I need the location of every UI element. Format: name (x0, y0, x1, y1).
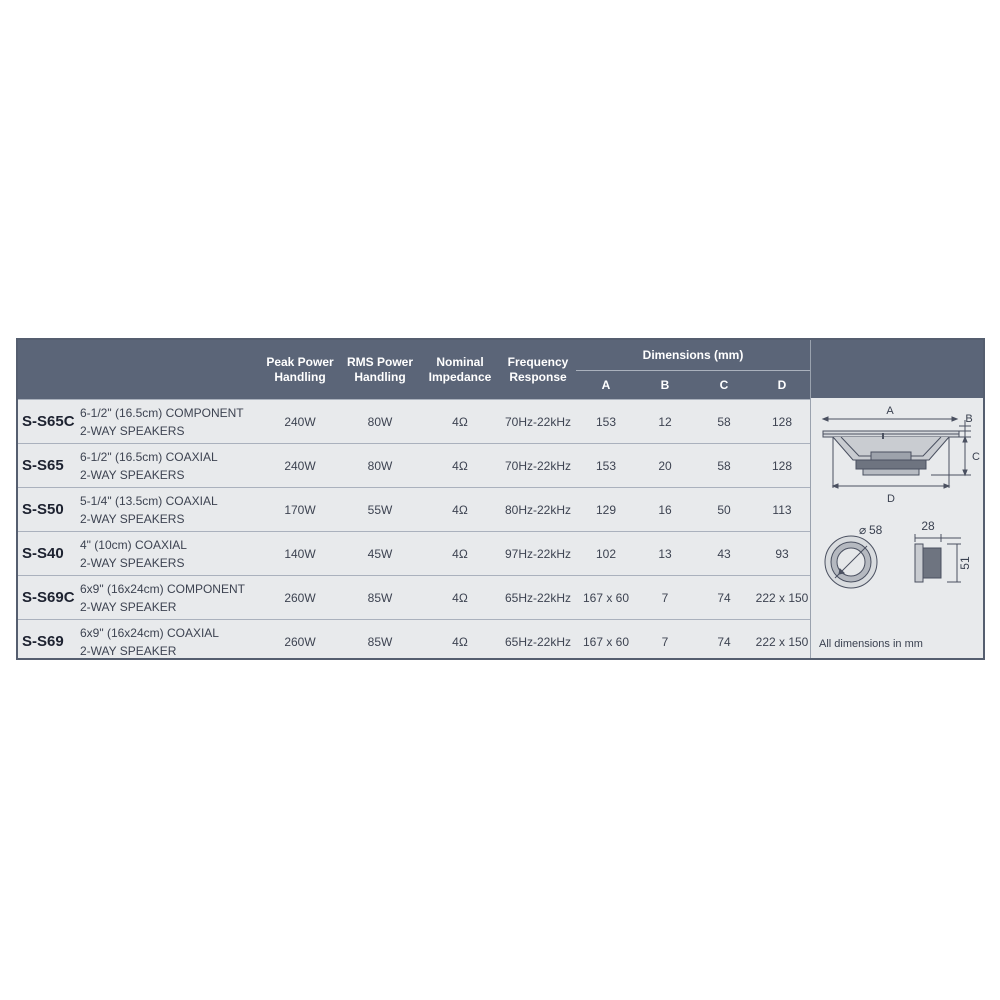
dim-b-cell: 7 (636, 576, 694, 620)
header-dim-a: A (576, 371, 636, 400)
woofer-profile-drawing (811, 402, 984, 512)
peak-power-cell: 260W (260, 576, 340, 620)
dim-a-cell: 167 x 60 (576, 620, 636, 664)
description-line-2: 2-WAY SPEAKERS (80, 467, 185, 482)
dim-d-cell: 128 (754, 444, 810, 488)
dim-d-cell: 128 (754, 400, 810, 444)
description-cell (80, 532, 260, 576)
peak-power-cell: 140W (260, 532, 340, 576)
dim-b-cell: 13 (636, 532, 694, 576)
impedance-cell: 4Ω (420, 488, 500, 532)
header-frequency: Frequency Response (500, 340, 576, 400)
dim-label-c: C (972, 451, 980, 463)
table-row (18, 620, 810, 664)
rms-power-cell: 80W (340, 400, 420, 444)
frequency-cell: 65Hz-22kHz (500, 576, 576, 620)
table-row (18, 532, 810, 576)
description-line-1: 6-1/2" (16.5cm) COMPONENT (80, 405, 244, 420)
description-line-2: 2-WAY SPEAKER (80, 599, 177, 614)
peak-power-cell: 240W (260, 444, 340, 488)
tweeter-drawing (811, 516, 984, 596)
rms-power-cell: 55W (340, 488, 420, 532)
model-cell: S-S65 (18, 444, 80, 488)
model-cell: S-S50 (18, 488, 80, 532)
tweeter-height-label: 51 (958, 556, 972, 570)
dim-a-cell: 153 (576, 444, 636, 488)
description-cell (80, 400, 260, 444)
table-row (18, 444, 810, 488)
peak-power-cell: 240W (260, 400, 340, 444)
model-cell: S-S40 (18, 532, 80, 576)
description-line-1: 6x9" (16x24cm) COAXIAL (80, 625, 219, 640)
table-row (18, 400, 810, 444)
dimensions-note: All dimensions in mm (819, 638, 923, 650)
header-dimensions: Dimensions (mm) (576, 340, 810, 371)
dim-label-b: B (965, 413, 973, 425)
impedance-cell: 4Ω (420, 620, 500, 664)
rms-power-cell: 85W (340, 576, 420, 620)
header-impedance: Nominal Impedance (420, 340, 500, 400)
header-rms: RMS Power Handling (340, 340, 420, 400)
model-cell: S-S69 (18, 620, 80, 664)
description-line-1: 6x9" (16x24cm) COMPONENT (80, 581, 245, 596)
rms-power-cell: 85W (340, 620, 420, 664)
description-cell (80, 620, 260, 664)
impedance-cell: 4Ω (420, 576, 500, 620)
description-line-2: 2-WAY SPEAKERS (80, 423, 185, 438)
dim-c-cell: 43 (694, 532, 754, 576)
description-line-1: 6-1/2" (16.5cm) COAXIAL (80, 449, 218, 464)
tweeter-depth-label: 28 (921, 519, 935, 533)
header-peak: Peak Power Handling (260, 340, 340, 400)
model-cell: S-S65C (18, 400, 80, 444)
description-line-2: 2-WAY SPEAKER (80, 643, 177, 658)
dim-a-cell: 102 (576, 532, 636, 576)
header-dim-b: B (636, 371, 694, 400)
dim-d-cell: 113 (754, 488, 810, 532)
dim-b-cell: 20 (636, 444, 694, 488)
dimension-diagram-panel (810, 340, 983, 658)
description-line-1: 5-1/4" (13.5cm) COAXIAL (80, 493, 218, 508)
description-line-1: 4" (10cm) COAXIAL (80, 537, 187, 552)
frequency-cell: 80Hz-22kHz (500, 488, 576, 532)
frequency-cell: 65Hz-22kHz (500, 620, 576, 664)
peak-power-cell: 260W (260, 620, 340, 664)
dim-c-cell: 74 (694, 576, 754, 620)
frequency-cell: 70Hz-22kHz (500, 444, 576, 488)
dim-a-cell: 167 x 60 (576, 576, 636, 620)
tweeter-diameter-label: 58 (869, 523, 883, 537)
dim-d-cell: 93 (754, 532, 810, 576)
description-cell (80, 444, 260, 488)
dim-b-cell: 7 (636, 620, 694, 664)
frequency-cell: 97Hz-22kHz (500, 532, 576, 576)
dim-label-a: A (886, 405, 894, 417)
dim-c-cell: 50 (694, 488, 754, 532)
tweeter-diameter-symbol: ⌀ (859, 523, 867, 537)
rms-power-cell: 80W (340, 444, 420, 488)
dim-c-cell: 58 (694, 400, 754, 444)
table-row (18, 488, 810, 532)
diagram-header-band (811, 340, 983, 398)
dim-d-cell: 222 x 150 (754, 576, 810, 620)
rms-power-cell: 45W (340, 532, 420, 576)
dim-a-cell: 153 (576, 400, 636, 444)
impedance-cell: 4Ω (420, 400, 500, 444)
dim-b-cell: 16 (636, 488, 694, 532)
header-blank (18, 340, 260, 400)
dim-label-d: D (887, 493, 895, 505)
dim-b-cell: 12 (636, 400, 694, 444)
description-cell (80, 488, 260, 532)
dim-c-cell: 74 (694, 620, 754, 664)
header-dim-d: D (754, 371, 810, 400)
peak-power-cell: 170W (260, 488, 340, 532)
header-dim-c: C (694, 371, 754, 400)
impedance-cell: 4Ω (420, 532, 500, 576)
impedance-cell: 4Ω (420, 444, 500, 488)
model-cell: S-S69C (18, 576, 80, 620)
table-row (18, 576, 810, 620)
dim-d-cell: 222 x 150 (754, 620, 810, 664)
frequency-cell: 70Hz-22kHz (500, 400, 576, 444)
description-line-2: 2-WAY SPEAKERS (80, 555, 185, 570)
dim-a-cell: 129 (576, 488, 636, 532)
description-line-2: 2-WAY SPEAKERS (80, 511, 185, 526)
description-cell (80, 576, 260, 620)
dim-c-cell: 58 (694, 444, 754, 488)
spec-panel (16, 338, 985, 660)
spec-table (18, 340, 810, 663)
